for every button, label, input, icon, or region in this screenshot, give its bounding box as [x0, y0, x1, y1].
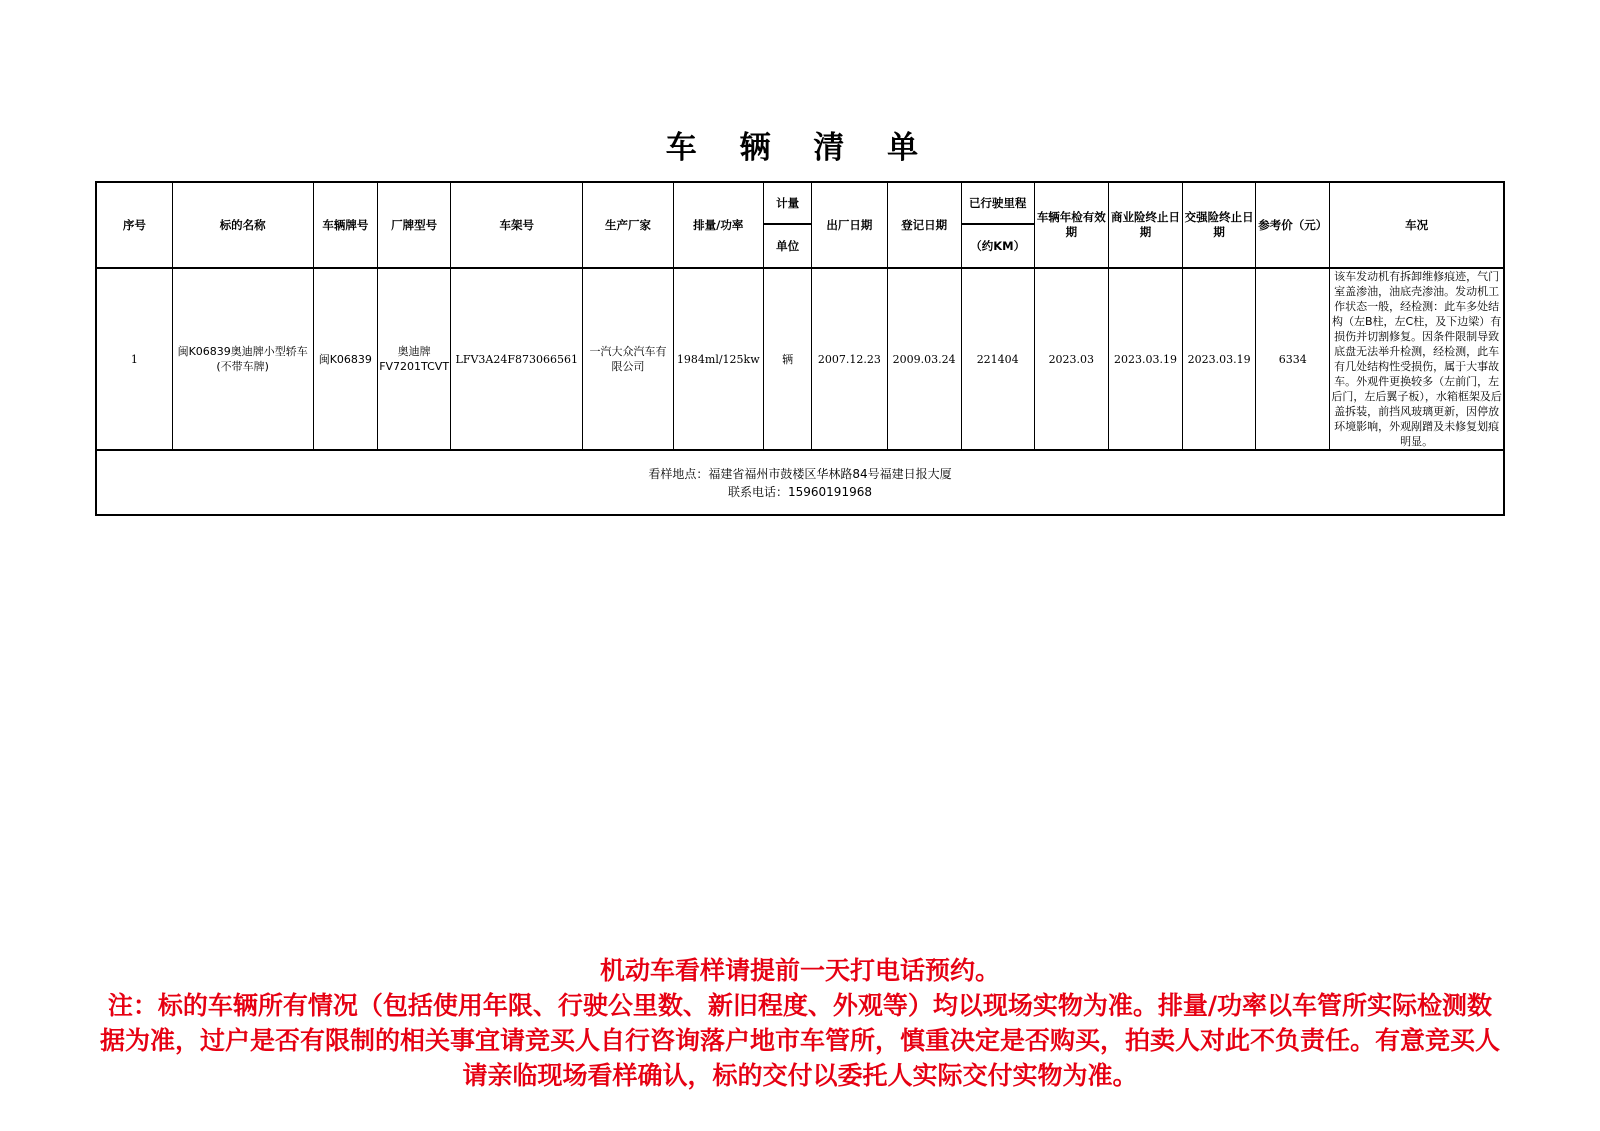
header-plate: 车辆牌号: [313, 182, 377, 268]
header-name: 标的名称: [172, 182, 313, 268]
header-inspection: 车辆年检有效期: [1034, 182, 1108, 268]
header-seq: 序号: [96, 182, 172, 268]
cell-seq: 1: [96, 268, 172, 450]
disclaimer-note: 注：标的车辆所有情况（包括使用年限、行驶公里数、新旧程度、外观等）均以现场实物为准。排量/功率以车管所实际检测数据为准，过户是否有限制的相关事宜请竞买人自行咨询落户地市车管所，慎重决定是否购买，拍卖人对此不负责任。有意竞买人请亲临现场看样确认，标的交付以委托人实际交付实物为准。: [100, 991, 1501, 1090]
header-commercial-insurance: 商业险终止日期: [1108, 182, 1182, 268]
cell-inspection: 2023.03: [1034, 268, 1108, 450]
header-displacement: 排量/功率: [673, 182, 763, 268]
header-vin: 车架号: [451, 182, 583, 268]
cell-displacement: 1984ml/125kw: [673, 268, 763, 450]
cell-name: 闽K06839奥迪牌小型轿车(不带车牌): [172, 268, 313, 450]
cell-maker: 一汽大众汽车有限公司: [583, 268, 673, 450]
cell-price: 6334: [1256, 268, 1330, 450]
cell-plate: 闽K06839: [313, 268, 377, 450]
header-model: 厂牌型号: [378, 182, 451, 268]
cell-unit: 辆: [763, 268, 811, 450]
page-title: 车 辆 清 单: [665, 130, 935, 166]
table-footer: [96, 450, 1504, 515]
header-register-date: 登记日期: [887, 182, 961, 268]
header-mileage-bottom: （约KM）: [961, 224, 1034, 268]
header-maker: 生产厂家: [583, 182, 673, 268]
notes-block: [100, 953, 1500, 1093]
cell-mileage: 221404: [961, 268, 1034, 450]
header-unit-bottom: 单位: [763, 224, 811, 268]
cell-vin: LFV3A24F873066561: [451, 268, 583, 450]
header-mileage-top: 已行驶里程: [961, 182, 1034, 224]
cell-condition: 该车发动机有拆卸维修痕迹，气门室盖渗油，油底壳渗油。发动机工作状态一般，经检测：此车多处结构（左B柱，左C柱，及下边梁）有损伤并切割修复。因条件限制导致底盘无法举升检测，经检测，此车有几处结构性受损伤，属于大事故车。外观件更换较多（左前门，左后门，左后翼子板），水箱框架及后盖拆装，前挡风玻璃更新，因停放环境影响，外观剐蹭及未修复划痕明显。: [1330, 268, 1504, 450]
header-condition: 车况: [1330, 182, 1504, 268]
cell-compulsory-insurance: 2023.03.19: [1183, 268, 1256, 450]
cell-manufacture-date: 2007.12.23: [812, 268, 887, 450]
viewing-location: 看样地点：福建省福州市鼓楼区华林路84号福建日报大厦: [648, 466, 952, 481]
table-row: [96, 268, 1504, 450]
header-unit-top: 计量: [763, 182, 811, 224]
appointment-note: 机动车看样请提前一天打电话预约。: [599, 956, 1000, 985]
cell-model: 奥迪牌FV7201TCVT: [378, 268, 451, 450]
header-price: 参考价（元）: [1256, 182, 1330, 268]
header-manufacture-date: 出厂日期: [812, 182, 887, 268]
header-compulsory-insurance: 交强险终止日期: [1183, 182, 1256, 268]
contact-phone: 联系电话：15960191968: [728, 484, 872, 499]
cell-register-date: 2009.03.24: [887, 268, 961, 450]
footer-cell: [96, 450, 1504, 515]
vehicle-list-table: [95, 181, 1505, 516]
cell-commercial-insurance: 2023.03.19: [1108, 268, 1182, 450]
